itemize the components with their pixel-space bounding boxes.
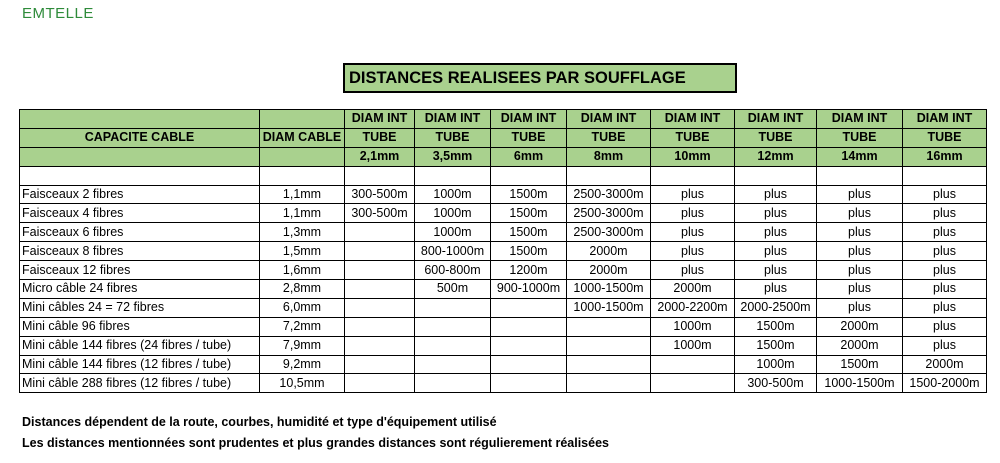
empty-cell	[903, 166, 987, 185]
distance-cell: plus	[903, 261, 987, 280]
distance-cell: 1500-2000m	[903, 374, 987, 393]
distance-cell: plus	[903, 280, 987, 299]
diam-cable-cell: 9,2mm	[260, 355, 345, 374]
distance-cell: 1000m	[415, 204, 491, 223]
distance-cell	[567, 336, 651, 355]
diam-cable-cell: 2,8mm	[260, 280, 345, 299]
distance-cell: plus	[817, 223, 903, 242]
capacite-cell: Faisceaux 2 fibres	[20, 185, 260, 204]
empty-cell	[345, 166, 415, 185]
distance-cell: plus	[735, 223, 817, 242]
distance-cell: plus	[735, 204, 817, 223]
diam-cable-cell: 1,1mm	[260, 204, 345, 223]
header-tube: TUBE	[903, 128, 987, 147]
capacite-cell: Faisceaux 12 fibres	[20, 261, 260, 280]
distance-cell: plus	[817, 185, 903, 204]
distance-cell	[345, 374, 415, 393]
distance-cell	[345, 242, 415, 261]
distance-cell: 1500m	[817, 355, 903, 374]
header-blank-cell	[20, 147, 260, 166]
distance-cell: 1500m	[491, 242, 567, 261]
distance-cell: plus	[817, 242, 903, 261]
distance-cell	[415, 336, 491, 355]
distance-cell	[415, 355, 491, 374]
diam-cable-cell: 1,5mm	[260, 242, 345, 261]
distance-cell: 1000-1500m	[567, 280, 651, 299]
distance-cell: 1000m	[651, 317, 735, 336]
empty-cell	[20, 166, 260, 185]
header-diam-int: DIAM INT	[735, 110, 817, 129]
distance-cell: plus	[903, 317, 987, 336]
distance-cell: 300-500m	[735, 374, 817, 393]
distance-cell	[345, 355, 415, 374]
distance-cell: plus	[817, 204, 903, 223]
table-row	[20, 204, 987, 223]
distance-cell: plus	[903, 204, 987, 223]
distance-cell	[345, 336, 415, 355]
header-diam-int: DIAM INT	[903, 110, 987, 129]
distance-cell: 1000m	[651, 336, 735, 355]
distance-cell: plus	[651, 204, 735, 223]
diam-cable-cell: 10,5mm	[260, 374, 345, 393]
diam-cable-cell: 6,0mm	[260, 298, 345, 317]
table-row	[20, 355, 987, 374]
distance-cell	[345, 223, 415, 242]
distance-cell: 1000m	[415, 223, 491, 242]
distance-cell	[567, 355, 651, 374]
empty-cell	[567, 166, 651, 185]
distance-cell: plus	[903, 298, 987, 317]
distances-table	[19, 109, 987, 393]
distance-cell: 1000-1500m	[817, 374, 903, 393]
header-tube-size: 3,5mm	[415, 147, 491, 166]
empty-cell	[651, 166, 735, 185]
distance-cell: 2500-3000m	[567, 204, 651, 223]
distance-cell: 1000m	[735, 355, 817, 374]
distance-cell: 2000-2500m	[735, 298, 817, 317]
capacite-cell: Mini câble 144 fibres (12 fibres / tube)	[20, 355, 260, 374]
header-blank-cell	[260, 110, 345, 129]
distance-cell: 2000m	[567, 261, 651, 280]
table-row	[20, 185, 987, 204]
table-row	[20, 261, 987, 280]
header-tube: TUBE	[817, 128, 903, 147]
distance-cell	[651, 374, 735, 393]
distance-cell: 900-1000m	[491, 280, 567, 299]
header-tube-size: 6mm	[491, 147, 567, 166]
distance-cell: 1500m	[491, 223, 567, 242]
distance-cell	[345, 280, 415, 299]
distance-cell: 300-500m	[345, 204, 415, 223]
table-row	[20, 280, 987, 299]
footnote-line: Les distances mentionnées sont prudentes et plus grandes distances sont régulierement réalisées	[22, 436, 609, 450]
header-tube-size: 14mm	[817, 147, 903, 166]
capacite-cell: Faisceaux 8 fibres	[20, 242, 260, 261]
distance-cell	[651, 355, 735, 374]
distance-cell: 1500m	[735, 336, 817, 355]
distance-cell: 600-800m	[415, 261, 491, 280]
page-title: DISTANCES REALISEES PAR SOUFFLAGE	[343, 63, 737, 93]
distance-cell: plus	[817, 261, 903, 280]
header-capacite-cable: CAPACITE CABLE	[20, 128, 260, 147]
header-row-1	[20, 110, 987, 129]
distance-cell: plus	[817, 298, 903, 317]
distance-cell	[491, 355, 567, 374]
capacite-cell: Mini câble 288 fibres (12 fibres / tube)	[20, 374, 260, 393]
distance-cell: 1000m	[415, 185, 491, 204]
header-row-2	[20, 128, 987, 147]
diam-cable-cell: 1,3mm	[260, 223, 345, 242]
header-tube: TUBE	[491, 128, 567, 147]
distance-cell	[345, 298, 415, 317]
header-tube-size: 2,1mm	[345, 147, 415, 166]
distance-cell: 2500-3000m	[567, 223, 651, 242]
distance-cell	[491, 298, 567, 317]
distance-cell: 800-1000m	[415, 242, 491, 261]
distance-cell: 2000-2200m	[651, 298, 735, 317]
distance-cell	[415, 374, 491, 393]
table-row	[20, 298, 987, 317]
distance-cell: 1500m	[735, 317, 817, 336]
header-tube-size: 16mm	[903, 147, 987, 166]
distance-cell	[567, 374, 651, 393]
header-diam-int: DIAM INT	[817, 110, 903, 129]
table-row	[20, 336, 987, 355]
footnotes	[22, 412, 609, 454]
header-tube-size: 10mm	[651, 147, 735, 166]
table-row	[20, 317, 987, 336]
capacite-cell: Faisceaux 6 fibres	[20, 223, 260, 242]
header-diam-int: DIAM INT	[567, 110, 651, 129]
distance-cell: plus	[903, 223, 987, 242]
distance-cell: plus	[651, 185, 735, 204]
distance-cell: 2000m	[817, 317, 903, 336]
empty-cell	[817, 166, 903, 185]
header-blank-cell	[260, 147, 345, 166]
diam-cable-cell: 1,1mm	[260, 185, 345, 204]
diam-cable-cell: 1,6mm	[260, 261, 345, 280]
diam-cable-cell: 7,9mm	[260, 336, 345, 355]
distance-cell	[567, 317, 651, 336]
distance-cell: 1500m	[491, 185, 567, 204]
header-blank-cell	[20, 110, 260, 129]
distance-cell: plus	[651, 261, 735, 280]
header-diam-int: DIAM INT	[415, 110, 491, 129]
distance-cell: plus	[903, 242, 987, 261]
header-diam-int: DIAM INT	[345, 110, 415, 129]
table-row	[20, 374, 987, 393]
header-tube: TUBE	[651, 128, 735, 147]
distance-cell: plus	[651, 223, 735, 242]
capacite-cell: Faisceaux 4 fibres	[20, 204, 260, 223]
header-row-3	[20, 147, 987, 166]
footnote-line: Distances dépendent de la route, courbes, humidité et type d'équipement utilisé	[22, 415, 497, 429]
distance-cell	[415, 298, 491, 317]
capacite-cell: Mini câble 96 fibres	[20, 317, 260, 336]
distance-cell: plus	[735, 185, 817, 204]
distance-cell	[491, 317, 567, 336]
distance-cell: plus	[817, 280, 903, 299]
distance-cell: 1500m	[491, 204, 567, 223]
distance-cell	[491, 336, 567, 355]
header-diam-cable: DIAM CABLE	[260, 128, 345, 147]
brand-label: EMTELLE	[22, 5, 94, 22]
distance-cell	[415, 317, 491, 336]
header-tube-size: 8mm	[567, 147, 651, 166]
distance-cell: 2000m	[817, 336, 903, 355]
table-row	[20, 242, 987, 261]
distance-cell: 2000m	[651, 280, 735, 299]
distance-cell	[491, 374, 567, 393]
distance-cell: 500m	[415, 280, 491, 299]
header-diam-int: DIAM INT	[491, 110, 567, 129]
distance-cell: 1000-1500m	[567, 298, 651, 317]
header-tube: TUBE	[735, 128, 817, 147]
header-tube: TUBE	[567, 128, 651, 147]
distance-cell	[345, 261, 415, 280]
capacite-cell: Micro câble 24 fibres	[20, 280, 260, 299]
capacite-cell: Mini câble 144 fibres (24 fibres / tube)	[20, 336, 260, 355]
capacite-cell: Mini câbles 24 = 72 fibres	[20, 298, 260, 317]
empty-cell	[735, 166, 817, 185]
spacer-row	[20, 166, 987, 185]
distance-cell: 300-500m	[345, 185, 415, 204]
empty-cell	[415, 166, 491, 185]
distance-cell: 2000m	[903, 355, 987, 374]
header-tube-size: 12mm	[735, 147, 817, 166]
distance-cell: plus	[735, 280, 817, 299]
table-row	[20, 223, 987, 242]
distance-cell: plus	[735, 242, 817, 261]
header-tube: TUBE	[345, 128, 415, 147]
distance-cell: plus	[903, 185, 987, 204]
diam-cable-cell: 7,2mm	[260, 317, 345, 336]
empty-cell	[491, 166, 567, 185]
header-diam-int: DIAM INT	[651, 110, 735, 129]
distance-cell: 2500-3000m	[567, 185, 651, 204]
distance-cell: plus	[651, 242, 735, 261]
distance-cell: plus	[735, 261, 817, 280]
distance-cell	[345, 317, 415, 336]
empty-cell	[260, 166, 345, 185]
header-tube: TUBE	[415, 128, 491, 147]
distance-cell: 1200m	[491, 261, 567, 280]
distance-cell: 2000m	[567, 242, 651, 261]
distance-cell: plus	[903, 336, 987, 355]
